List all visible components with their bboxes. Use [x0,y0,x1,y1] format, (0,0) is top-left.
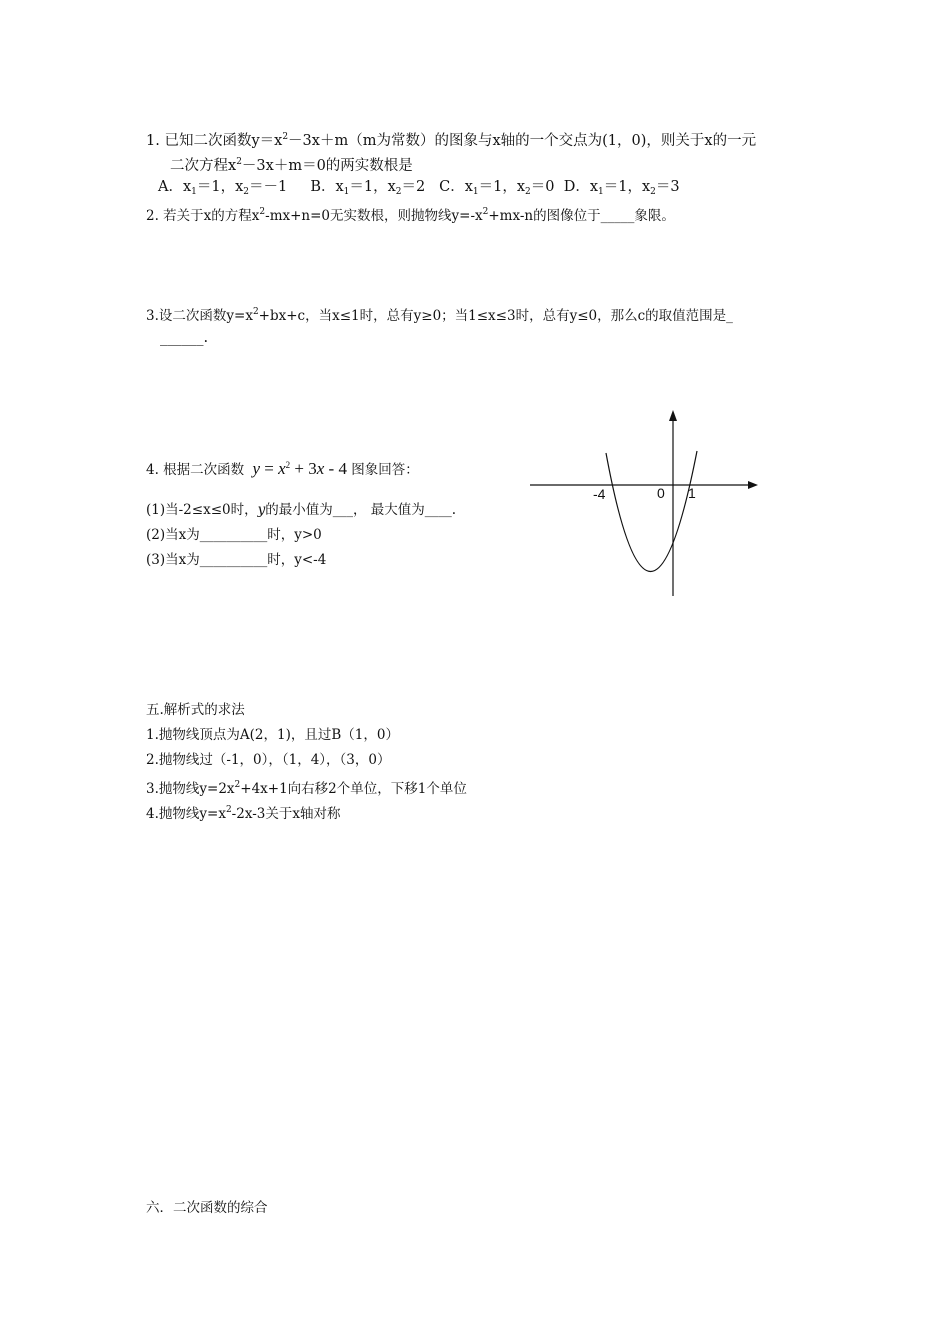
q4-part2: (2)当x为__________时，y>0 [146,527,322,543]
q1-line2: 二次方程$x^2-3x+m=0$的两实数根是 [170,157,413,174]
q4-intro: 4. 根据二次函数 $y = x^2 + 3x - 4$ 图象回答： [146,459,419,478]
section5-item-2: 2.抛物线过（-1，0），（1，4），（3，0） [146,752,391,768]
parabola-graph [520,400,770,600]
q1-option-c: C．$x_1=1$，$x_2=0$ [439,179,555,197]
q4-equation: $y = x^2 + 3x - 4$ [252,459,347,478]
y-axis-arrow-icon [669,410,677,421]
q3-line2: ______. [160,330,209,346]
x-axis-arrow-icon [748,481,758,489]
q1-options [158,177,680,202]
q4-part1: (1)当-2≤x≤0时，y的最小值为___， 最大值为____. [146,502,457,518]
q2-text: 2. 若关于x的方程$x^2-mx+n=0$无实数根，则抛物线$y=-x^2+mx-n$的图像位于_____象限。 [146,207,675,224]
label-neg4: -4 [593,486,606,502]
section5-item-3: 3.抛物线$y=2x^2+4x+1$向右移2个单位，下移1个单位 [146,780,467,797]
section5-item-4: 4.抛物线$y=x^2-2x-3$关于x轴对称 [146,805,341,822]
label-zero: 0 [657,485,665,501]
q4-part3: (3)当x为__________时，y<-4 [146,552,327,568]
label-one: 1 [688,485,696,501]
q3-line1: 3.设二次函数$y=x^2+bx+c$，当x≤1时，总有y≥0；当1≤x≤3时，总有y≤0，那么c的取值范围是_ [146,307,733,324]
q1-option-d: D．$x_1=1$，$x_2=3$ [563,179,680,197]
q1-option-a: A．$x_1=1$，$x_2=-1$ [158,179,288,197]
section5-item-1: 1.抛物线顶点为A(2，1)，且过B（1，0） [146,727,399,743]
section6-title: 六．二次函数的综合 [146,1200,268,1216]
section5-title: 五.解析式的求法 [146,702,245,718]
parabola-curve [606,451,697,572]
q1-option-b: B．$x_1=1$，$x_2=2$ [310,179,426,197]
q1-line1: 1. 已知二次函数$y=x^2-3x+m(m$为常数）的图象与x轴的一个交点为(1，0)，则关于x的一元 [146,132,757,149]
